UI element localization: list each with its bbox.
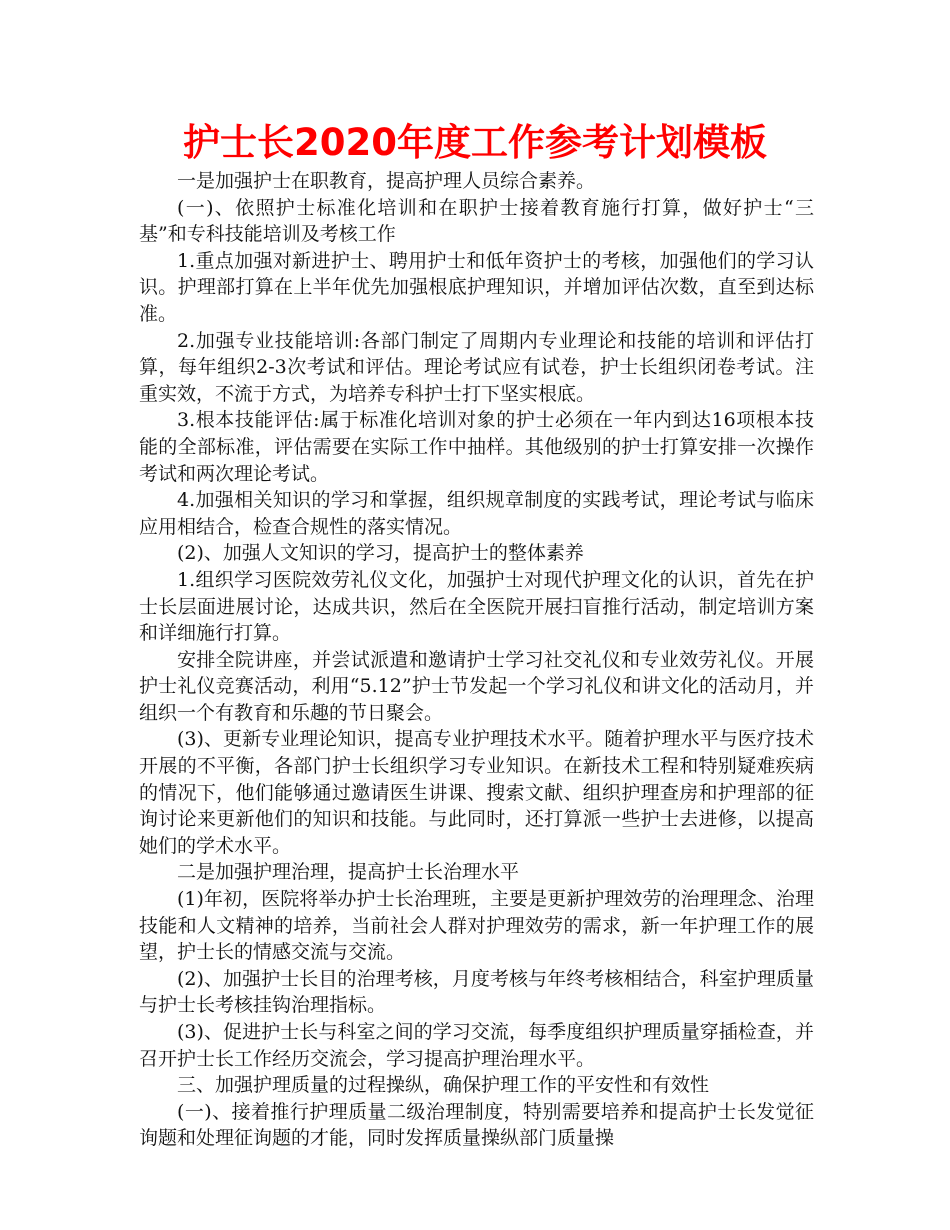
body-paragraph: (1)年初，医院将举办护士长治理班，主要是更新护理效劳的治理理念、治理技能和人文精神的培养，当前社会人群对护理效劳的需求，新一年护理工作的展望，护士长的情感交流与交流。 (139, 888, 814, 964)
body-paragraph: (2)、加强人文知识的学习，提高护士的整体素养 (177, 542, 584, 565)
body-paragraph: 3.根本技能评估:属于标准化培训对象的护士必须在一年内到达16项根本技能的全部标准，评估需要在实际工作中抽样。其他级别的护士打算安排一次操作考试和两次理论考试。 (139, 409, 814, 485)
body-paragraph: 一是加强护士在职教育，提高护理人员综合素养。 (177, 170, 596, 192)
body-paragraph: 4.加强相关知识的学习和掌握，组织规章制度的实践考试，理论考试与临床应用相结合，检查合规性的落实情况。 (139, 489, 814, 538)
body-paragraph: 2.加强专业技能培训:各部门制定了周期内专业理论和技能的培训和评估打算，每年组织2-3次考试和评估。理论考试应有试卷，护士长组织闭卷考试。注重实效，不流于方式，为培养专科护士打下坚实根底。 (139, 329, 814, 405)
body-paragraph: 1.重点加强对新进护士、聘用护士和低年资护士的考核，加强他们的学习认识。护理部打算在上半年优先加强根底护理知识，并增加评估次数，直至到达标准。 (139, 249, 814, 325)
body-paragraph: 三、加强护理质量的过程操纵，确保护理工作的平安性和有效性 (177, 1074, 710, 1097)
body-paragraph: 1.组织学习医院效劳礼仪文化，加强护士对现代护理文化的认识，首先在护士长层面进展讨论，达成共识，然后在全医院开展扫盲推行活动，制定培训方案和详细施行打算。 (139, 568, 814, 645)
document-body (139, 168, 814, 1152)
body-paragraph: (2)、加强护士长目的治理考核，月度考核与年终考核相结合，科室护理质量与护士长考核挂钩治理指标。 (139, 967, 814, 1017)
document-title: 护士长2020年度工作参考计划模板 (183, 121, 767, 164)
body-paragraph: 二是加强护理治理，提高护士长治理水平 (177, 861, 520, 884)
body-paragraph: (3)、促进护士长与科室之间的学习交流，每季度组织护理质量穿插检查，并召开护士长工作经历交流会，学习提高护理治理水平。 (139, 1021, 814, 1070)
body-paragraph: 安排全院讲座，并尝试派遣和邀请护士学习社交礼仪和专业效劳礼仪。开展护士礼仪竞赛活动，利用“5.12”护士节发起一个学习礼仪和讲文化的活动月，并组织一个有教育和乐趣的节日聚会。 (139, 648, 814, 724)
body-paragraph: (3)、更新专业理论知识，提高专业护理技术水平。随着护理水平与医疗技术开展的不平衡，各部门护士长组织学习专业知识。在新技术工程和特别疑难疾病的情况下，他们能够通过邀请医生讲课、搜索文献、组织护理查房和护理部的征询讨论来更新他们的知识和技能。与此同时，还打算派一些护士去进修，以提高她们的学术水平。 (139, 728, 814, 857)
body-paragraph: (一)、接着推行护理质量二级治理制度，特别需要培养和提高护士长发觉征询题和处理征询题的才能，同时发挥质量操纵部门质量操 (139, 1100, 814, 1150)
body-paragraph: (一)、依照护士标准化培训和在职护士接着教育施行打算，做好护士“三基”和专科技能培训及考核工作 (139, 196, 814, 246)
